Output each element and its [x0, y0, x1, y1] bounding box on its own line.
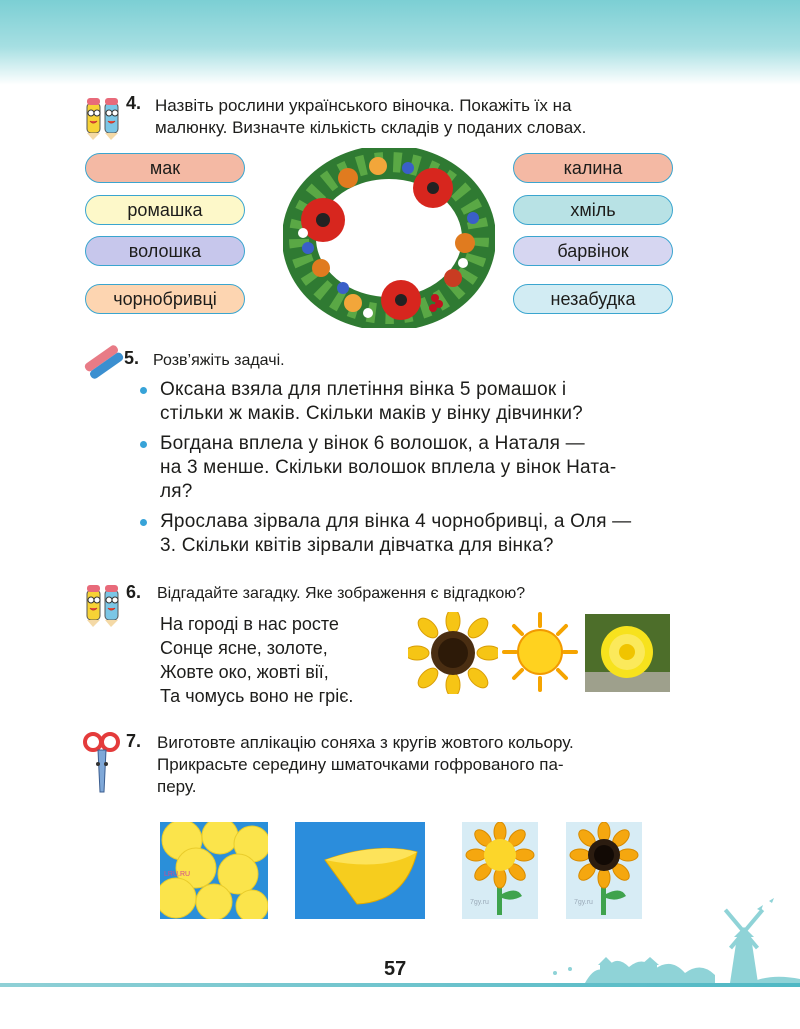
poem-line: Сонце ясне, золоте,	[160, 638, 328, 658]
word-mak: мак	[85, 153, 245, 183]
task6-title: Відгадайте загадку. Яке зображення є відгадкою?	[157, 585, 526, 602]
word-barvinok: барвінок	[513, 236, 673, 266]
poem-line: Жовте око, жовті вії,	[160, 662, 329, 682]
word-nezabudka: незабудка	[513, 284, 673, 314]
watermark-7gy: 7gy.ru	[470, 899, 489, 906]
watermark-lru: LRU.RU	[164, 871, 191, 878]
word-romashka: ромашка	[85, 195, 245, 225]
pencils-mascot-icon	[82, 95, 126, 141]
task4-text	[155, 95, 675, 139]
page-number: 57	[384, 958, 407, 980]
task4-number: 4.	[126, 93, 142, 113]
bullet-icon	[140, 387, 147, 394]
problem-item: Оксана взяла для плетіння вінка 5 ромашок і стільки ж маків. Скільки маків у вінку дівчинки?	[140, 378, 665, 426]
task7-text-line2: Прикрасьте середину шматочками гофрованого па-	[157, 755, 564, 774]
task7-text	[157, 732, 673, 798]
problem-item: Ярослава зірвала для вінка 4 чорнобривці, а Оля — 3. Скільки квітів зірвали дівчатка для вінка?	[140, 510, 665, 558]
footer-line	[0, 983, 800, 987]
word-khmil: хміль	[513, 195, 673, 225]
word-chornobryvtsi: чорнобривці	[85, 284, 245, 314]
watermark-7gy: 7gy.ru	[574, 899, 593, 906]
scissors-icon	[82, 730, 122, 796]
task4-text-line1: Назвіть рослини українського віночка. Покажіть їх на	[155, 96, 572, 115]
task5-problems	[140, 378, 665, 558]
dandelion-icon	[585, 614, 670, 692]
sun-icon	[502, 612, 578, 692]
word-voloshka: волошка	[85, 236, 245, 266]
village-windmill-icon	[525, 895, 800, 983]
task7-number: 7.	[126, 731, 142, 751]
bullet-icon	[140, 519, 147, 526]
poem-line: На городі в нас росте	[160, 614, 339, 634]
header-band	[0, 0, 800, 85]
task5-title: Розв’яжіть задачі.	[153, 352, 285, 369]
pencils-mascot-icon	[82, 582, 126, 628]
bullet-icon	[140, 441, 147, 448]
problem-item: Богдана вплела у вінок 6 волошок, а Наталя — на 3 менше. Скільки волошок вплела у вінок Ната- ля?	[140, 432, 665, 504]
yellow-circles-icon	[160, 822, 268, 919]
riddle-poem	[160, 612, 353, 708]
folded-circle-icon	[295, 822, 425, 919]
task5-number: 5.	[124, 348, 140, 368]
word-kalyna: калина	[513, 153, 673, 183]
poem-line: Та чомусь воно не гріє.	[160, 686, 354, 706]
pencil-eraser-icon	[83, 345, 125, 379]
task4-text-line2: малюнку. Визначте кількість складів у поданих словах.	[155, 118, 587, 137]
task7-text-line1: Виготовте аплікацію соняха з кругів жовтого кольору.	[157, 733, 574, 752]
flower-wreath-icon	[283, 148, 495, 328]
sunflower-icon	[408, 612, 498, 694]
task6-number: 6.	[126, 582, 142, 602]
task7-text-line3: перу.	[157, 777, 197, 796]
